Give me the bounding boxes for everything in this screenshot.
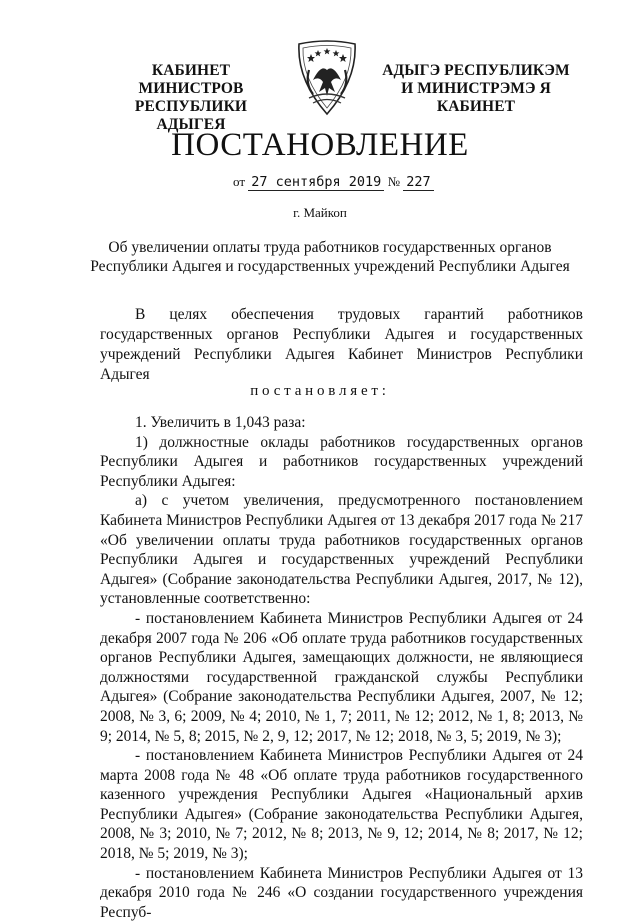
body-paragraph: - постановлением Кабинета Министров Республики Адыгея от 24 декабря 2007 года № 206 «Об оплате труда работников государственных органов Республики Адыгея, замещающих должности, не являющиеся должностями государственной гражданской службы Республики Адыгея» (Собрание законодательства Республики Адыгея, 2007, № 12; 2008, № 3, 6; 2009, № 4; 2010, № 1, 7; 2011, № 12; 2012, № 1, 8; 2013, № 9; 2014, № 5, 8; 2015, № 2, 9, 12; 2017, № 12; 2018, № 3, 5; 2019, № 3); [100, 609, 583, 745]
subject-line: Об увеличении оплаты труда работников государственных органов [108, 239, 552, 256]
document-city: г. Майкоп [293, 205, 347, 220]
body-paragraph: - постановлением Кабинета Министров Республики Адыгея от 13 декабря 2010 года № 246 «О создании государственного учреждения Респуб- [100, 864, 583, 921]
coat-of-arms-icon [291, 40, 363, 118]
body-paragraph: 1) должностные оклады работников государственных органов Республики Адыгея и работников государственных учреждений Республики Адыгея: [100, 433, 583, 490]
org-name-russian [102, 62, 280, 134]
org-name-line: КАБИНЕТ МИНИСТРОВ [138, 62, 244, 97]
document-title: ПОСТАНОВЛЕНИЕ [171, 127, 469, 163]
decree-word: постановляет: [250, 383, 390, 399]
document-body [100, 413, 583, 922]
subject-line: Республики Адыгея и государственных учреждений Республики Адыгея [90, 258, 570, 275]
number-label: № [387, 174, 400, 189]
org-name-line: РЕСПУБЛИКИ АДЫГЕЯ [134, 98, 248, 133]
org-name-line: И МИНИСТРЭМЭ Я КАБИНЕТ [401, 80, 551, 115]
org-name-adyghe [372, 62, 580, 116]
body-paragraph: а) с учетом увеличения, предусмотренного постановлением Кабинета Министров Республики Адыгея от 13 декабря 2017 года № 217 «Об увеличении оплаты труда работников государственных органов Республики Адыгея и государственных учреждений Республики Адыгея» (Собрание законодательства Республики Адыгея, 2017, № 12), установленные соответственно: [100, 492, 583, 608]
document-number: 227 [403, 174, 433, 191]
intro-paragraph: В целях обеспечения трудовых гарантий работников государственных органов Республики Адыгея и государственных учреждений Республики Адыгея Кабинет Министров Республики Адыгея [100, 306, 583, 383]
body-paragraph: 1. Увеличить в 1,043 раза: [135, 414, 306, 431]
body-paragraph: - постановлением Кабинета Министров Республики Адыгея от 24 марта 2008 года № 48 «Об оплате труда работников государственного казенного учреждения Республики Адыгея «Национальный архив Республики Адыгея» (Собрание законодательства Республики Адыгея, 2008, № 3; 2010, № 7; 2012, № 8; 2013, № 9, 12; 2014, № 8; 2017, № 12; 2018, № 5; 2019, № 3); [100, 747, 583, 863]
document-date-number [233, 174, 434, 190]
date-label: от [233, 174, 246, 189]
org-name-line: АДЫГЭ РЕСПУБЛИКЭМ [382, 62, 570, 79]
document-date: 27 сентября 2019 [248, 174, 384, 191]
document-subject [70, 238, 590, 276]
